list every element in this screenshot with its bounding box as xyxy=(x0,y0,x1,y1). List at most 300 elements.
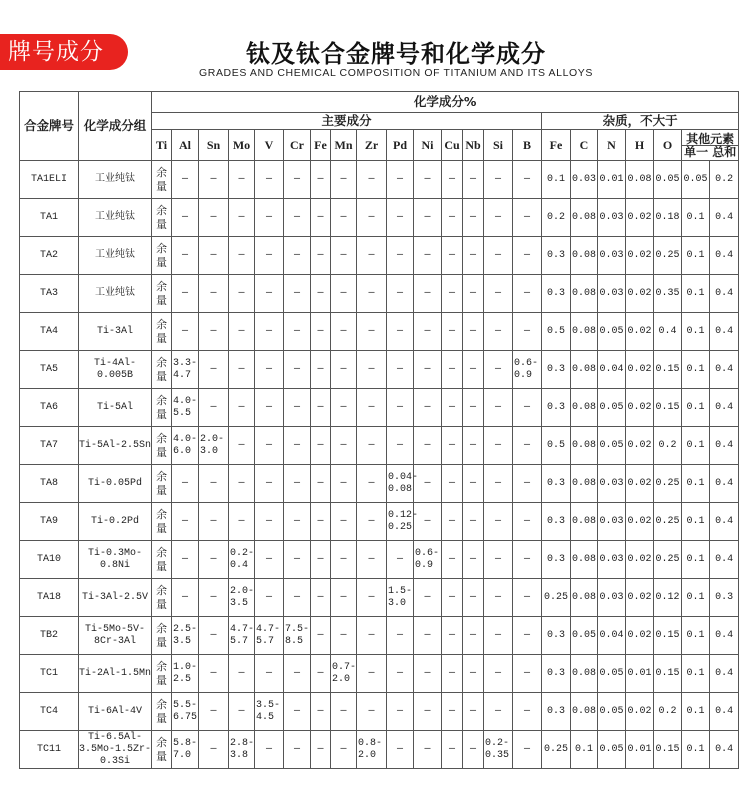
group-cell: Ti-2Al-1.5Mn xyxy=(79,655,152,693)
grade-cell: TA10 xyxy=(20,541,79,579)
main-nb-cell: — xyxy=(463,427,484,465)
grade-cell: TA7 xyxy=(20,427,79,465)
main-si-cell: — xyxy=(484,655,513,693)
main-mo-cell: 2.8-3.8 xyxy=(229,731,255,769)
main-al-cell: — xyxy=(172,275,199,313)
grade-cell: TA5 xyxy=(20,351,79,389)
impurity-cell: 0.08 xyxy=(571,427,598,465)
grade-cell: TA18 xyxy=(20,579,79,617)
impurity-cell: 0.4 xyxy=(710,275,739,313)
impurity-cell: 0.4 xyxy=(710,427,739,465)
main-mo-cell: — xyxy=(229,465,255,503)
header-main-mo: Mo xyxy=(229,130,255,161)
main-mo-cell: — xyxy=(229,351,255,389)
table-row xyxy=(20,275,739,313)
table-row xyxy=(20,617,739,655)
header-main-pd: Pd xyxy=(387,130,414,161)
main-pd-cell: 0.04-0.08 xyxy=(387,465,414,503)
main-pd-cell: 0.12-0.25 xyxy=(387,503,414,541)
main-v-cell: — xyxy=(255,237,284,275)
main-ni-cell: — xyxy=(414,579,442,617)
main-ti-cell: 余量 xyxy=(152,313,172,351)
main-pd-cell: — xyxy=(387,731,414,769)
main-zr-cell: — xyxy=(357,199,387,237)
main-al-cell: — xyxy=(172,465,199,503)
impurity-cell: 0.03 xyxy=(598,579,626,617)
main-nb-cell: — xyxy=(463,389,484,427)
main-b-cell: — xyxy=(513,465,542,503)
group-cell: Ti-5Al xyxy=(79,389,152,427)
other-total-label: 总和 xyxy=(712,144,737,159)
main-si-cell: — xyxy=(484,693,513,731)
main-nb-cell: — xyxy=(463,503,484,541)
main-fe-cell: — xyxy=(311,541,331,579)
main-ti-cell: 余量 xyxy=(152,275,172,313)
impurity-cell: 0.35 xyxy=(654,275,682,313)
impurity-cell: 0.08 xyxy=(571,351,598,389)
main-si-cell: — xyxy=(484,237,513,275)
other-single-label: 单一 xyxy=(684,144,709,159)
table-row xyxy=(20,731,739,769)
main-ni-cell: — xyxy=(414,199,442,237)
main-ni-cell: — xyxy=(414,465,442,503)
main-nb-cell: — xyxy=(463,275,484,313)
main-ni-cell: — xyxy=(414,275,442,313)
main-b-cell: — xyxy=(513,161,542,199)
impurity-cell: 0.01 xyxy=(626,655,654,693)
grade-cell: TA1ELI xyxy=(20,161,79,199)
impurity-cell: 0.4 xyxy=(710,351,739,389)
table-row xyxy=(20,161,739,199)
impurity-cell: 0.25 xyxy=(654,503,682,541)
main-mo-cell: 0.2-0.4 xyxy=(229,541,255,579)
main-cu-cell: — xyxy=(442,503,463,541)
main-fe-cell: — xyxy=(311,427,331,465)
impurity-cell: 0.1 xyxy=(542,161,571,199)
impurity-cell: 0.3 xyxy=(542,275,571,313)
table-row xyxy=(20,389,739,427)
main-mn-cell: — xyxy=(331,427,357,465)
main-v-cell: — xyxy=(255,541,284,579)
main-sn-cell: — xyxy=(199,655,229,693)
main-zr-cell: — xyxy=(357,313,387,351)
main-pd-cell: — xyxy=(387,313,414,351)
impurity-cell: 0.03 xyxy=(598,275,626,313)
main-pd-cell: — xyxy=(387,617,414,655)
main-mo-cell: — xyxy=(229,237,255,275)
impurity-cell: 0.1 xyxy=(682,617,710,655)
impurity-cell: 0.05 xyxy=(598,389,626,427)
impurity-cell: 0.05 xyxy=(598,655,626,693)
main-nb-cell: — xyxy=(463,351,484,389)
group-cell: 工业纯钛 xyxy=(79,275,152,313)
group-cell: Ti-4Al-0.005B xyxy=(79,351,152,389)
main-ti-cell: 余量 xyxy=(152,503,172,541)
main-sn-cell: — xyxy=(199,579,229,617)
main-mo-cell: — xyxy=(229,655,255,693)
main-fe-cell: — xyxy=(311,579,331,617)
grade-cell: TA2 xyxy=(20,237,79,275)
impurity-cell: 0.25 xyxy=(654,541,682,579)
main-b-cell: — xyxy=(513,579,542,617)
main-al-cell: 3.3-4.7 xyxy=(172,351,199,389)
impurity-cell: 0.03 xyxy=(571,161,598,199)
main-b-cell: 0.6-0.9 xyxy=(513,351,542,389)
main-ti-cell: 余量 xyxy=(152,541,172,579)
main-ti-cell: 余量 xyxy=(152,199,172,237)
header-main-zr: Zr xyxy=(357,130,387,161)
main-ti-cell: 余量 xyxy=(152,731,172,769)
main-mn-cell: — xyxy=(331,313,357,351)
main-ni-cell: — xyxy=(414,655,442,693)
impurity-cell: 0.02 xyxy=(626,541,654,579)
main-b-cell: — xyxy=(513,275,542,313)
main-nb-cell: — xyxy=(463,313,484,351)
table-row xyxy=(20,237,739,275)
impurity-cell: 0.1 xyxy=(682,199,710,237)
main-nb-cell: — xyxy=(463,693,484,731)
main-cu-cell: — xyxy=(442,199,463,237)
main-cr-cell: — xyxy=(284,579,311,617)
impurity-cell: 0.02 xyxy=(626,427,654,465)
impurity-cell: 0.05 xyxy=(654,161,682,199)
main-mn-cell: — xyxy=(331,541,357,579)
impurity-cell: 0.03 xyxy=(598,199,626,237)
main-cu-cell: — xyxy=(442,541,463,579)
impurity-cell: 0.3 xyxy=(542,693,571,731)
group-cell: Ti-3Al xyxy=(79,313,152,351)
impurity-cell: 0.4 xyxy=(710,313,739,351)
impurity-cell: 0.02 xyxy=(626,199,654,237)
group-cell: Ti-0.05Pd xyxy=(79,465,152,503)
impurity-cell: 0.15 xyxy=(654,351,682,389)
group-cell: 工业纯钛 xyxy=(79,161,152,199)
main-mo-cell: 2.0-3.5 xyxy=(229,579,255,617)
main-zr-cell: 0.8-2.0 xyxy=(357,731,387,769)
main-mn-cell: — xyxy=(331,161,357,199)
main-nb-cell: — xyxy=(463,199,484,237)
header-main-ti: Ti xyxy=(152,130,172,161)
main-nb-cell: — xyxy=(463,541,484,579)
impurity-cell: 0.02 xyxy=(626,503,654,541)
main-sn-cell: — xyxy=(199,541,229,579)
main-cr-cell: — xyxy=(284,237,311,275)
impurity-cell: 0.08 xyxy=(571,313,598,351)
section-badge: 牌号成分 xyxy=(0,34,128,70)
table-row xyxy=(20,579,739,617)
main-nb-cell: — xyxy=(463,655,484,693)
main-mo-cell: — xyxy=(229,161,255,199)
main-sn-cell: — xyxy=(199,275,229,313)
impurity-cell: 0.08 xyxy=(571,655,598,693)
main-al-cell: — xyxy=(172,313,199,351)
impurity-cell: 0.05 xyxy=(598,313,626,351)
impurity-cell: 0.02 xyxy=(626,237,654,275)
main-sn-cell: — xyxy=(199,617,229,655)
main-cu-cell: — xyxy=(442,161,463,199)
main-fe-cell: — xyxy=(311,275,331,313)
main-al-cell: 2.5-3.5 xyxy=(172,617,199,655)
impurity-cell: 0.5 xyxy=(542,313,571,351)
main-b-cell: — xyxy=(513,313,542,351)
main-b-cell: — xyxy=(513,693,542,731)
impurity-cell: 0.1 xyxy=(682,693,710,731)
impurity-cell: 0.4 xyxy=(710,199,739,237)
impurity-cell: 0.02 xyxy=(626,693,654,731)
grade-cell: TA6 xyxy=(20,389,79,427)
main-fe-cell: — xyxy=(311,655,331,693)
main-b-cell: — xyxy=(513,389,542,427)
main-v-cell: — xyxy=(255,503,284,541)
main-al-cell: 5.5-6.75 xyxy=(172,693,199,731)
main-mo-cell: 4.7-5.7 xyxy=(229,617,255,655)
main-zr-cell: — xyxy=(357,541,387,579)
main-sn-cell: — xyxy=(199,731,229,769)
main-zr-cell: — xyxy=(357,427,387,465)
table-row xyxy=(20,541,739,579)
main-si-cell: — xyxy=(484,199,513,237)
impurity-cell: 0.1 xyxy=(682,237,710,275)
main-v-cell: — xyxy=(255,389,284,427)
group-cell: Ti-5Al-2.5Sn xyxy=(79,427,152,465)
main-ni-cell: — xyxy=(414,161,442,199)
impurity-cell: 0.1 xyxy=(682,465,710,503)
main-ti-cell: 余量 xyxy=(152,655,172,693)
impurity-cell: 0.3 xyxy=(542,655,571,693)
header-main-v: V xyxy=(255,130,284,161)
main-ti-cell: 余量 xyxy=(152,617,172,655)
impurity-cell: 0.08 xyxy=(571,579,598,617)
impurity-cell: 0.02 xyxy=(626,579,654,617)
main-zr-cell: — xyxy=(357,389,387,427)
impurity-cell: 0.3 xyxy=(542,389,571,427)
main-mn-cell: — xyxy=(331,275,357,313)
main-pd-cell: — xyxy=(387,389,414,427)
main-zr-cell: — xyxy=(357,693,387,731)
main-v-cell: — xyxy=(255,161,284,199)
grade-cell: TC11 xyxy=(20,731,79,769)
grade-cell: TA3 xyxy=(20,275,79,313)
main-v-cell: — xyxy=(255,275,284,313)
impurity-cell: 0.5 xyxy=(542,427,571,465)
main-al-cell: 5.8-7.0 xyxy=(172,731,199,769)
impurity-cell: 0.4 xyxy=(710,389,739,427)
main-nb-cell: — xyxy=(463,237,484,275)
main-al-cell: — xyxy=(172,237,199,275)
main-v-cell: — xyxy=(255,465,284,503)
main-zr-cell: — xyxy=(357,503,387,541)
main-si-cell: — xyxy=(484,503,513,541)
main-ni-cell: — xyxy=(414,389,442,427)
main-mo-cell: — xyxy=(229,199,255,237)
main-al-cell: — xyxy=(172,503,199,541)
main-zr-cell: — xyxy=(357,237,387,275)
impurity-cell: 0.05 xyxy=(598,693,626,731)
page-title: 钛及钛合金牌号和化学成分 xyxy=(246,40,546,68)
main-ni-cell: — xyxy=(414,427,442,465)
main-b-cell: — xyxy=(513,427,542,465)
main-mn-cell: — xyxy=(331,351,357,389)
main-mo-cell: — xyxy=(229,503,255,541)
main-zr-cell: — xyxy=(357,579,387,617)
main-si-cell: — xyxy=(484,161,513,199)
main-pd-cell: — xyxy=(387,161,414,199)
main-pd-cell: — xyxy=(387,275,414,313)
impurity-cell: 0.08 xyxy=(626,161,654,199)
main-ni-cell: — xyxy=(414,351,442,389)
main-b-cell: — xyxy=(513,541,542,579)
grade-cell: TA8 xyxy=(20,465,79,503)
impurity-cell: 0.4 xyxy=(654,313,682,351)
main-cr-cell: — xyxy=(284,389,311,427)
header-main-sn: Sn xyxy=(199,130,229,161)
group-cell: Ti-0.2Pd xyxy=(79,503,152,541)
main-cr-cell: — xyxy=(284,199,311,237)
main-cr-cell: — xyxy=(284,313,311,351)
main-cu-cell: — xyxy=(442,617,463,655)
main-sn-cell: — xyxy=(199,161,229,199)
impurity-cell: 0.01 xyxy=(626,731,654,769)
main-v-cell: 3.5-4.5 xyxy=(255,693,284,731)
main-cr-cell: — xyxy=(284,655,311,693)
impurity-cell: 0.05 xyxy=(598,731,626,769)
main-mn-cell: — xyxy=(331,617,357,655)
impurity-cell: 0.3 xyxy=(710,579,739,617)
impurity-cell: 0.1 xyxy=(682,541,710,579)
main-zr-cell: — xyxy=(357,275,387,313)
main-sn-cell: — xyxy=(199,351,229,389)
table-row xyxy=(20,693,739,731)
main-nb-cell: — xyxy=(463,465,484,503)
impurity-cell: 0.1 xyxy=(682,655,710,693)
main-ni-cell: — xyxy=(414,693,442,731)
main-cu-cell: — xyxy=(442,693,463,731)
main-mn-cell: — xyxy=(331,199,357,237)
header-main-ni: Ni xyxy=(414,130,442,161)
impurity-cell: 0.1 xyxy=(682,351,710,389)
header-main-b: B xyxy=(513,130,542,161)
main-cu-cell: — xyxy=(442,655,463,693)
other-elements-label: 其他元素 xyxy=(686,131,735,146)
impurity-cell: 0.08 xyxy=(571,389,598,427)
impurity-cell: 0.1 xyxy=(571,731,598,769)
main-sn-cell: — xyxy=(199,693,229,731)
impurity-cell: 0.3 xyxy=(542,503,571,541)
impurity-cell: 0.01 xyxy=(598,161,626,199)
impurity-cell: 0.2 xyxy=(542,199,571,237)
impurity-cell: 0.02 xyxy=(626,465,654,503)
main-mn-cell: — xyxy=(331,237,357,275)
main-fe-cell: — xyxy=(311,503,331,541)
main-zr-cell: — xyxy=(357,655,387,693)
impurity-cell: 0.03 xyxy=(598,465,626,503)
main-nb-cell: — xyxy=(463,731,484,769)
header-composition: 化学成分% xyxy=(152,92,739,113)
main-ni-cell: — xyxy=(414,313,442,351)
header-impurity: 杂质，不大于 xyxy=(542,113,739,130)
main-mo-cell: — xyxy=(229,427,255,465)
table-row xyxy=(20,351,739,389)
header-group: 化学成分组 xyxy=(79,92,152,161)
grade-cell: TA9 xyxy=(20,503,79,541)
impurity-cell: 0.1 xyxy=(682,427,710,465)
impurity-cell: 0.1 xyxy=(682,503,710,541)
impurity-cell: 0.1 xyxy=(682,389,710,427)
impurity-cell: 0.08 xyxy=(571,693,598,731)
header-main-mn: Mn xyxy=(331,130,357,161)
impurity-cell: 0.2 xyxy=(710,161,739,199)
main-b-cell: — xyxy=(513,503,542,541)
impurity-cell: 0.08 xyxy=(571,237,598,275)
main-v-cell: — xyxy=(255,351,284,389)
header-impurity-fe: Fe xyxy=(542,130,571,161)
impurity-cell: 0.04 xyxy=(598,351,626,389)
main-cr-cell: — xyxy=(284,693,311,731)
group-cell: 工业纯钛 xyxy=(79,237,152,275)
main-b-cell: — xyxy=(513,731,542,769)
main-cu-cell: — xyxy=(442,427,463,465)
main-v-cell: — xyxy=(255,427,284,465)
main-sn-cell: — xyxy=(199,465,229,503)
main-si-cell: 0.2-0.35 xyxy=(484,731,513,769)
main-v-cell: — xyxy=(255,313,284,351)
main-fe-cell: — xyxy=(311,199,331,237)
impurity-cell: 0.08 xyxy=(571,275,598,313)
main-b-cell: — xyxy=(513,655,542,693)
header-main-al: Al xyxy=(172,130,199,161)
impurity-cell: 0.08 xyxy=(571,503,598,541)
main-mn-cell: — xyxy=(331,579,357,617)
main-b-cell: — xyxy=(513,237,542,275)
impurity-cell: 0.2 xyxy=(654,693,682,731)
main-al-cell: — xyxy=(172,579,199,617)
impurity-cell: 0.18 xyxy=(654,199,682,237)
main-sn-cell: — xyxy=(199,237,229,275)
main-cr-cell: — xyxy=(284,503,311,541)
main-cr-cell: — xyxy=(284,465,311,503)
main-al-cell: 4.0-6.0 xyxy=(172,427,199,465)
table-row xyxy=(20,503,739,541)
main-sn-cell: — xyxy=(199,313,229,351)
main-mo-cell: — xyxy=(229,693,255,731)
impurity-cell: 0.12 xyxy=(654,579,682,617)
main-sn-cell: 2.0-3.0 xyxy=(199,427,229,465)
main-pd-cell: — xyxy=(387,237,414,275)
main-si-cell: — xyxy=(484,541,513,579)
table-row xyxy=(20,427,739,465)
header-impurity-o: O xyxy=(654,130,682,161)
main-v-cell: — xyxy=(255,199,284,237)
header-main-cr: Cr xyxy=(284,130,311,161)
main-pd-cell: — xyxy=(387,427,414,465)
impurity-cell: 0.05 xyxy=(682,161,710,199)
table-row xyxy=(20,199,739,237)
grade-cell: TB2 xyxy=(20,617,79,655)
impurity-cell: 0.1 xyxy=(682,275,710,313)
main-pd-cell: — xyxy=(387,693,414,731)
main-cu-cell: — xyxy=(442,465,463,503)
header-main-si: Si xyxy=(484,130,513,161)
header-grade: 合金牌号 xyxy=(20,92,79,161)
page-subtitle: GRADES AND CHEMICAL COMPOSITION OF TITANIUM AND ITS ALLOYS xyxy=(199,67,593,79)
main-si-cell: — xyxy=(484,579,513,617)
impurity-cell: 0.25 xyxy=(654,237,682,275)
main-al-cell: 1.0-2.5 xyxy=(172,655,199,693)
main-si-cell: — xyxy=(484,465,513,503)
main-zr-cell: — xyxy=(357,617,387,655)
impurity-cell: 0.05 xyxy=(598,427,626,465)
impurity-cell: 0.25 xyxy=(542,579,571,617)
